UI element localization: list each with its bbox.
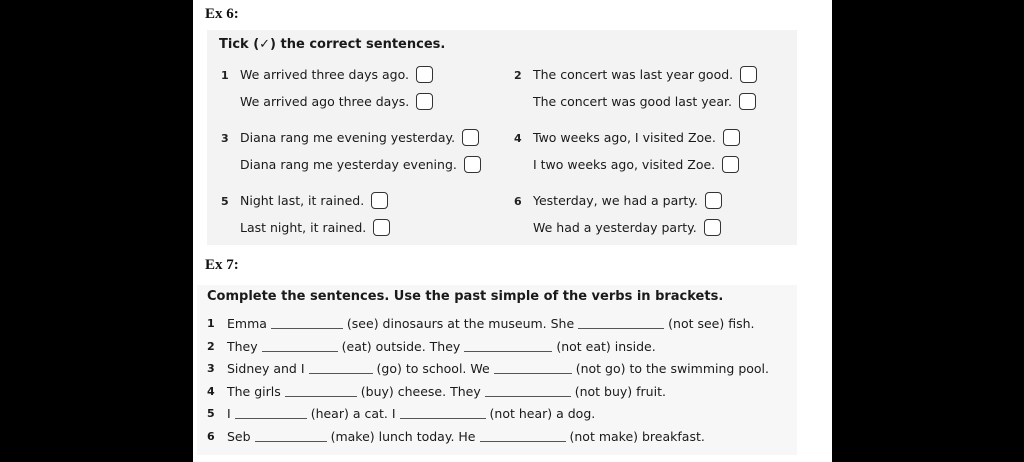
row-subject: Seb bbox=[227, 428, 251, 444]
sentence-text: I two weeks ago, visited Zoe. bbox=[533, 156, 716, 172]
sentence-text: We arrived three days ago. bbox=[240, 66, 409, 82]
ex6-item-4-number: 4 bbox=[514, 132, 522, 145]
row-end: (not hear) a dog. bbox=[489, 405, 596, 421]
ex6-item-1-option-b bbox=[240, 92, 433, 110]
answer-blank[interactable] bbox=[480, 430, 566, 442]
answer-blank[interactable] bbox=[485, 385, 571, 397]
row-middle: (buy) cheese. They bbox=[360, 383, 481, 399]
ex6-item-2-option-b bbox=[533, 92, 756, 110]
tick-box[interactable] bbox=[740, 66, 757, 83]
sentence-text: The concert was good last year. bbox=[533, 93, 732, 109]
tick-box[interactable] bbox=[371, 192, 388, 209]
row-subject: Emma bbox=[227, 315, 267, 331]
tick-box[interactable] bbox=[416, 93, 433, 110]
answer-blank[interactable] bbox=[262, 340, 338, 352]
row-middle: (hear) a cat. I bbox=[310, 405, 396, 421]
answer-blank[interactable] bbox=[400, 407, 486, 419]
ex6-item-1-number: 1 bbox=[221, 69, 229, 82]
ex7-row-3 bbox=[207, 359, 769, 377]
sentence-text: Diana rang me yesterday evening. bbox=[240, 156, 457, 172]
ex6-instruction: Tick (✓) the correct sentences. bbox=[219, 37, 446, 52]
ex6-item-6-number: 6 bbox=[514, 195, 522, 208]
row-number: 6 bbox=[207, 429, 215, 443]
tick-box[interactable] bbox=[373, 219, 390, 236]
row-number: 2 bbox=[207, 339, 215, 353]
ex6-item-3-option-b bbox=[240, 155, 481, 173]
ex6-item-6-option-b bbox=[533, 218, 721, 236]
ex7-row-2 bbox=[207, 337, 656, 355]
answer-blank[interactable] bbox=[309, 362, 373, 374]
row-number: 3 bbox=[207, 361, 215, 375]
row-end: (not buy) fruit. bbox=[574, 383, 666, 399]
row-middle: (make) lunch today. He bbox=[330, 428, 476, 444]
tick-box[interactable] bbox=[723, 129, 740, 146]
row-middle: (see) dinosaurs at the museum. She bbox=[346, 315, 575, 331]
sentence-text: We arrived ago three days. bbox=[240, 93, 410, 109]
sentence-text: Two weeks ago, I visited Zoe. bbox=[533, 129, 716, 145]
ex7-row-1 bbox=[207, 314, 755, 332]
row-number: 1 bbox=[207, 316, 215, 330]
sentence-text: Night last, it rained. bbox=[240, 192, 365, 208]
row-number: 4 bbox=[207, 384, 215, 398]
answer-blank[interactable] bbox=[235, 407, 307, 419]
row-number: 5 bbox=[207, 406, 215, 420]
row-end: (not see) fish. bbox=[668, 315, 755, 331]
tick-box[interactable] bbox=[739, 93, 756, 110]
tick-box[interactable] bbox=[416, 66, 433, 83]
sentence-text: Last night, it rained. bbox=[240, 219, 367, 235]
ex6-item-4-option-b bbox=[533, 155, 739, 173]
tick-box[interactable] bbox=[462, 129, 479, 146]
sentence-text: The concert was last year good. bbox=[533, 66, 734, 82]
row-subject: They bbox=[227, 338, 258, 354]
ex6-item-3-option-a bbox=[240, 128, 479, 146]
ex6-item-3-number: 3 bbox=[221, 132, 229, 145]
ex7-row-4 bbox=[207, 382, 666, 400]
ex6-item-4-option-a bbox=[533, 128, 740, 146]
ex6-item-5-number: 5 bbox=[221, 195, 229, 208]
tick-box[interactable] bbox=[705, 192, 722, 209]
sentence-text: We had a yesterday party. bbox=[533, 219, 697, 235]
ex6-item-2-number: 2 bbox=[514, 69, 522, 82]
ex6-item-5-option-a bbox=[240, 191, 388, 209]
ex6-item-6-option-a bbox=[533, 191, 722, 209]
row-subject: I bbox=[227, 405, 231, 421]
row-subject: Sidney and I bbox=[227, 360, 305, 376]
tick-box[interactable] bbox=[722, 156, 739, 173]
ex6-item-1-option-a bbox=[240, 65, 433, 83]
row-middle: (eat) outside. They bbox=[341, 338, 461, 354]
tick-box[interactable] bbox=[464, 156, 481, 173]
answer-blank[interactable] bbox=[464, 340, 552, 352]
ex6-item-2-option-a bbox=[533, 65, 757, 83]
row-end: (not go) to the swimming pool. bbox=[575, 360, 769, 376]
row-middle: (go) to school. We bbox=[376, 360, 490, 376]
sentence-text: Yesterday, we had a party. bbox=[533, 192, 698, 208]
ex7-row-5 bbox=[207, 404, 595, 422]
worksheet bbox=[193, 0, 832, 462]
answer-blank[interactable] bbox=[494, 362, 572, 374]
row-end: (not eat) inside. bbox=[556, 338, 656, 354]
ex6-item-5-option-b bbox=[240, 218, 390, 236]
ex7-instruction: Complete the sentences. Use the past simple of the verbs in brackets. bbox=[207, 289, 724, 304]
ex6-heading: Ex 6: bbox=[205, 6, 239, 22]
sentence-text: Diana rang me evening yesterday. bbox=[240, 129, 456, 145]
answer-blank[interactable] bbox=[271, 317, 343, 329]
answer-blank[interactable] bbox=[255, 430, 327, 442]
answer-blank[interactable] bbox=[578, 317, 664, 329]
row-subject: The girls bbox=[227, 383, 281, 399]
ex7-row-6 bbox=[207, 427, 705, 445]
ex7-heading: Ex 7: bbox=[205, 257, 239, 273]
row-end: (not make) breakfast. bbox=[569, 428, 705, 444]
tick-box[interactable] bbox=[704, 219, 721, 236]
answer-blank[interactable] bbox=[285, 385, 357, 397]
